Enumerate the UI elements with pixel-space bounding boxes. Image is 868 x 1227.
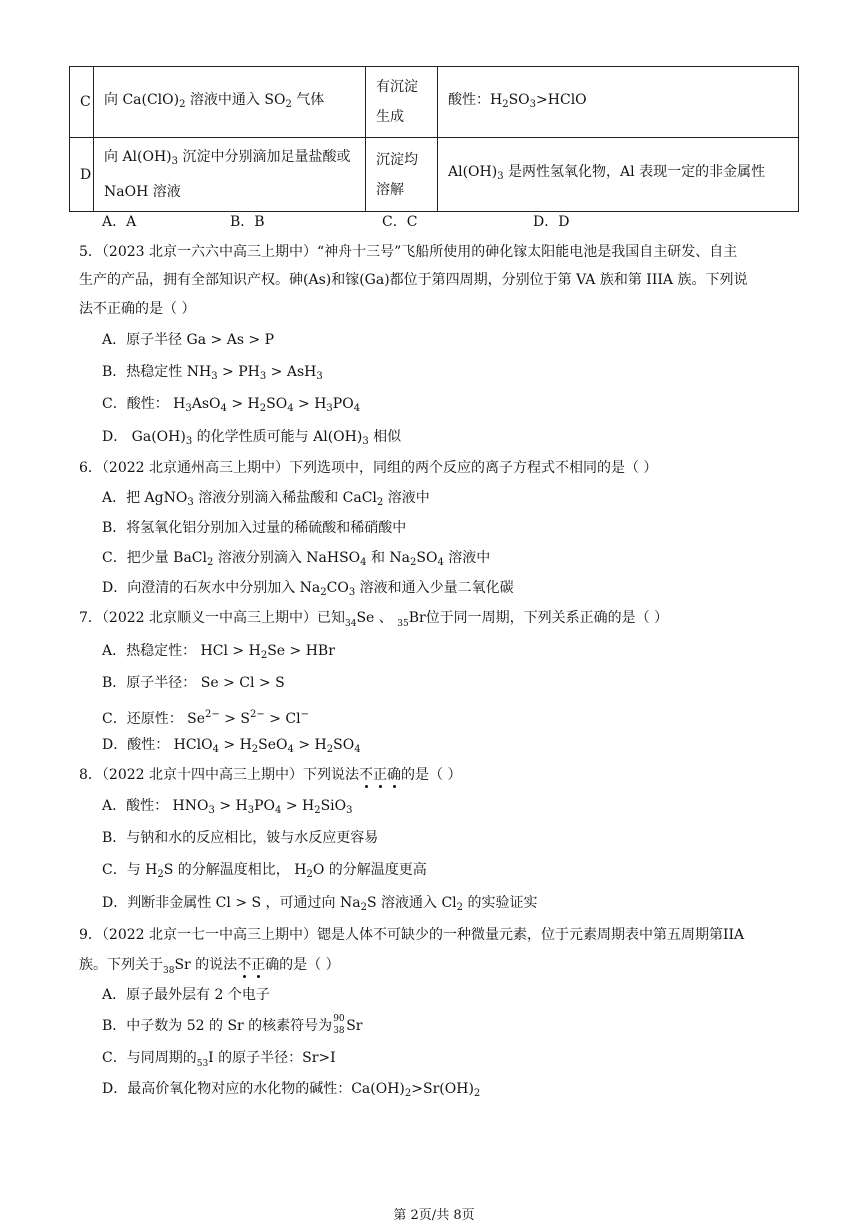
q9-option-d: D．最高价氧化物对应的水化物的碱性：$Ca(OH)_2>Sr(OH)_2$ [102,1081,481,1099]
q6-stem: 6．（2022 北京通州高三上期中）下列选项中，同组的两个反应的离子方程式不相同的是（ ） [79,460,658,476]
q5-option-a: A．原子半径 Ga > As > P [102,332,275,348]
phenomenon-cell: 沉淀均溶解 [366,138,438,212]
q6-option-c: C．把少量 BaCl$_2$ 溶液分别滴入 NaHSO$_4$ 和 $Na_2SO_4$ 溶液中 [102,550,491,568]
question-4-table [69,66,799,212]
q5-stem-line2: 生产的产品，拥有全部知识产权。砷(As)和镓(Ga)都位于第四周期，分别位于第 VA 族和第 IIIA 族。下列说 [79,272,748,288]
conclusion-cell: $Al(OH)_3$ 是两性氢氧化物，Al 表现一定的非金属性 [438,138,799,212]
operation-cell: 向 $Ca(ClO)_2$ 溶液中通入 $SO_2$ 气体 [94,67,366,138]
q6-option-d: D．向澄清的石灰水中分别加入 $Na_2CO_3$ 溶液和通入少量二氧化碳 [102,580,514,598]
q9-stem-line2: 族。下列关于$_{38}$Sr 的说法不正确的是（ ） [79,957,340,976]
q9-option-b: B．中子数为 52 的 Sr 的核素符号为 90 38 Sr [102,1014,363,1036]
q5-option-b: B．热稳定性 $NH_3 > PH_3 > AsH_3$ [102,364,323,382]
q6-option-a: A．把 AgNO$_3$ 溶液分别滴入稀盐酸和 CaCl$_2$ 溶液中 [102,490,430,508]
phenomenon-cell: 有沉淀生成 [366,67,438,138]
q5-option-c: C．酸性： $H_3AsO_4 > H_2SO_4 > H_3PO_4$ [102,396,361,414]
q7-stem: 7．（2022 北京顺义一中高三上期中）已知$_{34}$Se 、 $_{35}$Br位于同一周期，下列关系正确的是（ ） [79,610,669,629]
row-label: C [70,67,94,138]
q8-option-a: A．酸性： $HNO_3 > H_3PO_4 > H_2SiO_3$ [102,798,353,816]
q4-option-a: A．A [102,214,137,230]
table-row [70,67,799,138]
q9-option-a: A．原子最外层有 2 个电子 [102,987,270,1003]
row-label: D [70,138,94,212]
q6-option-b: B．将氢氧化铝分别加入过量的稀硫酸和稀硝酸中 [102,520,407,536]
q7-option-a: A．热稳定性： HCl > $H_2Se$ > HBr [102,643,335,661]
q5-stem-line1: 5．（2023 北京一六六中高三上期中）“神舟十三号”飞船所使用的砷化镓太阳能电池是我国自主研发、自主 [79,244,738,260]
q7-option-d: D．酸性： HClO$_4$ > $H_2SeO_4 > H_2SO_4$ [102,737,361,755]
page-footer: 第 2页/共 8页 [393,1208,475,1223]
q9-option-c: C．与同周期的$_{53}$I 的原子半径：Sr>I [102,1050,336,1069]
operation-cell: 向 $Al(OH)_3$ 沉淀中分别滴加足量盐酸或 NaOH 溶液 [94,138,366,212]
q7-option-c: C．还原性： $Se^{2-} > S^{2-} > Cl^-$ [102,709,309,727]
q8-stem: 8．（2022 北京十四中高三上期中）下列说法不正确的是（ ） [79,767,462,783]
conclusion-cell: 酸性：$H_2SO_3>HClO$ [438,67,799,138]
q9-stem-line1: 9．（2022 北京一七一中高三上期中）锶是人体不可缺少的一种微量元素，位于元素周期表中第五周期第IIA [79,927,745,943]
q8-option-b: B．与钠和水的反应相比，铍与水反应更容易 [102,830,379,846]
q8-option-d: D．判断非金属性 Cl > S ，可通过向 $Na_2S$ 溶液通入 $Cl_2$ 的实验证实 [102,895,538,913]
q4-option-c: C．C [382,214,418,230]
q4-option-b: B．B [230,214,265,230]
q4-option-d: D．D [533,214,570,230]
q5-stem-line3: 法不正确的是（ ） [79,301,196,317]
q8-option-c: C．与 $H_2S$ 的分解温度相比， $H_2O$ 的分解温度更高 [102,862,427,880]
table-row [70,138,799,212]
q5-option-d: D． $Ga(OH)_3$ 的化学性质可能与 $Al(OH)_3$ 相似 [102,429,402,447]
q7-option-b: B．原子半径： Se > Cl > S [102,675,285,691]
isotope-notation: 90 38 [333,1014,345,1036]
